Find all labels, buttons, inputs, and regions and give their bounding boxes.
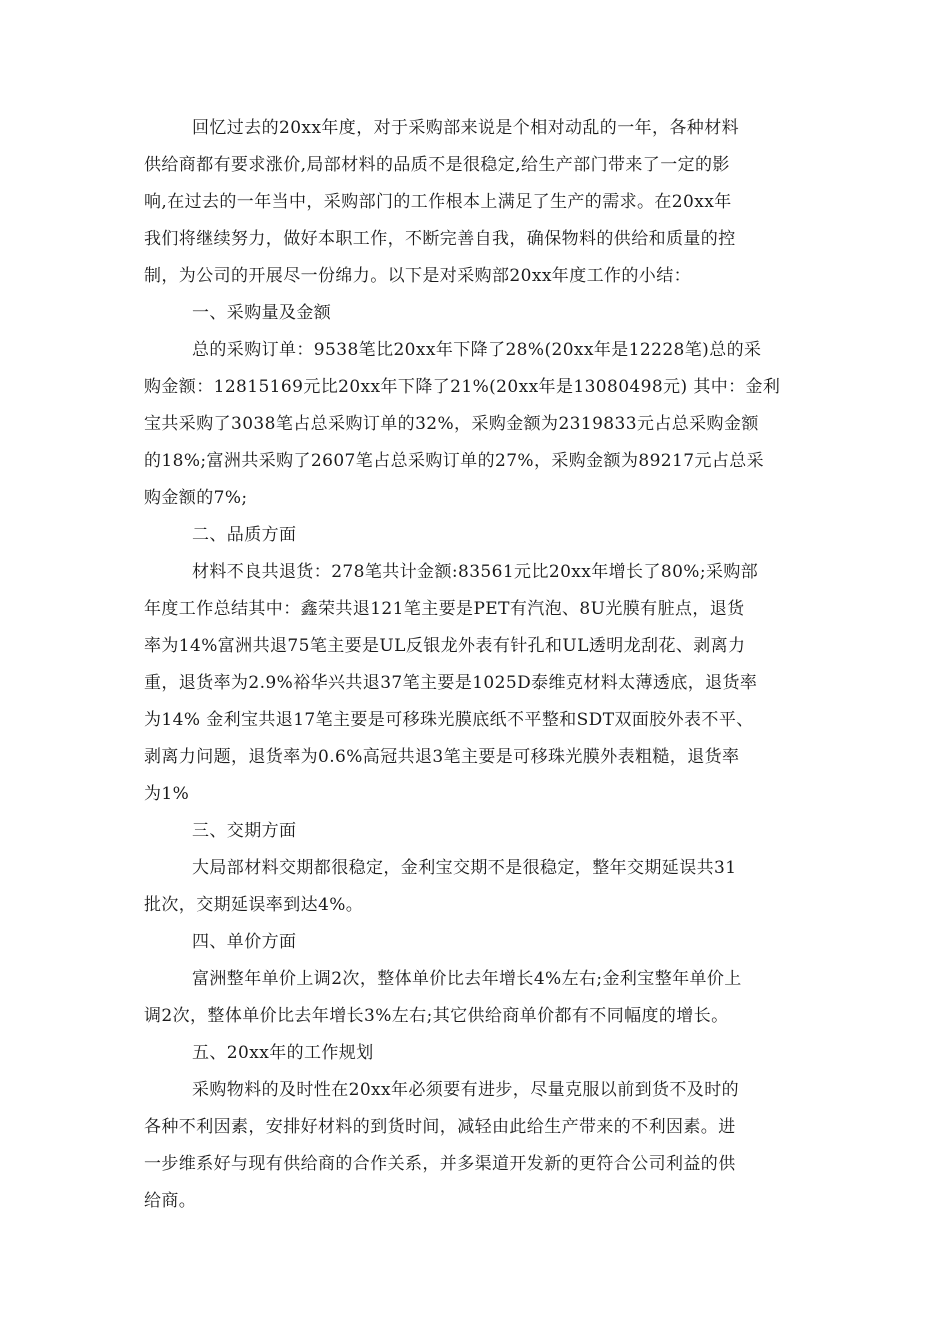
text-line: 总的采购订单：9538笔比20xx年下降了28%(20xx年是12228笔)总的采 [192, 340, 762, 360]
text-line: 材料不良共退货：278笔共计金额:83561元比20xx年增长了80%;采购部 [192, 562, 759, 582]
text-line: 大局部材料交期都很稳定，金利宝交期不是很稳定，整年交期延误共31 [192, 858, 737, 878]
text-line: 重，退货率为2.9%裕华兴共退37笔主要是1025D泰维克材料太薄透底，退货率 [144, 673, 758, 693]
text-line: 调2次，整体单价比去年增长3%左右;其它供给商单价都有不同幅度的增长。 [144, 1006, 729, 1026]
text-line: 宝共采购了3038笔占总采购订单的32%，采购金额为2319833元占总采购金额 [144, 414, 759, 434]
text-line: 剥离力问题，退货率为0.6%高冠共退3笔主要是可移珠光膜外表粗糙，退货率 [144, 747, 740, 767]
text-line: 三、交期方面 [192, 821, 297, 841]
text-line: 富洲整年单价上调2次，整体单价比去年增长4%左右;金利宝整年单价上 [192, 969, 742, 989]
text-line: 供给商都有要求涨价,局部材料的品质不是很稳定,给生产部门带来了一定的影 [144, 155, 730, 175]
text-line: 为1% [144, 784, 190, 804]
text-line: 率为14%富洲共退75笔主要是UL反银龙外表有针孔和UL透明龙刮花、剥离力 [144, 636, 746, 656]
text-line: 四、单价方面 [192, 932, 297, 952]
text-line: 我们将继续努力，做好本职工作，不断完善自我，确保物料的供给和质量的控 [144, 229, 736, 249]
text-line: 购金额的7%; [144, 488, 248, 508]
text-line: 制，为公司的开展尽一份绵力。以下是对采购部20xx年度工作的小结： [144, 266, 692, 286]
text-line: 年度工作总结其中：鑫荣共退121笔主要是PET有汽泡、8U光膜有脏点，退货 [144, 599, 745, 619]
text-line: 一步维系好与现有供给商的合作关系，并多渠道开发新的更符合公司利益的供 [144, 1154, 736, 1174]
text-line: 五、20xx年的工作规划 [192, 1043, 374, 1063]
text-line: 给商。 [144, 1191, 197, 1211]
text-line: 购金额：12815169元比20xx年下降了21%(20xx年是13080498元) 其中：金利 [144, 377, 781, 397]
text-line: 批次，交期延误率到达4%。 [144, 895, 364, 915]
text-line: 回忆过去的20xx年度，对于采购部来说是个相对动乱的一年，各种材料 [192, 118, 740, 138]
text-line: 一、采购量及金额 [192, 303, 332, 323]
text-line: 响,在过去的一年当中，采购部门的工作根本上满足了生产的需求。在20xx年 [144, 192, 732, 212]
text-line: 采购物料的及时性在20xx年必须要有进步，尽量克服以前到货不及时的 [192, 1080, 740, 1100]
text-line: 为14% 金利宝共退17笔主要是可移珠光膜底纸不平整和SDT双面胶外表不平、 [144, 710, 754, 730]
text-line: 二、品质方面 [192, 525, 297, 545]
text-line: 各种不利因素，安排好材料的到货时间，减轻由此给生产带来的不利因素。进 [144, 1117, 736, 1137]
text-line: 的18%;富洲共采购了2607笔占总采购订单的27%，采购金额为89217元占总采 [144, 451, 765, 471]
